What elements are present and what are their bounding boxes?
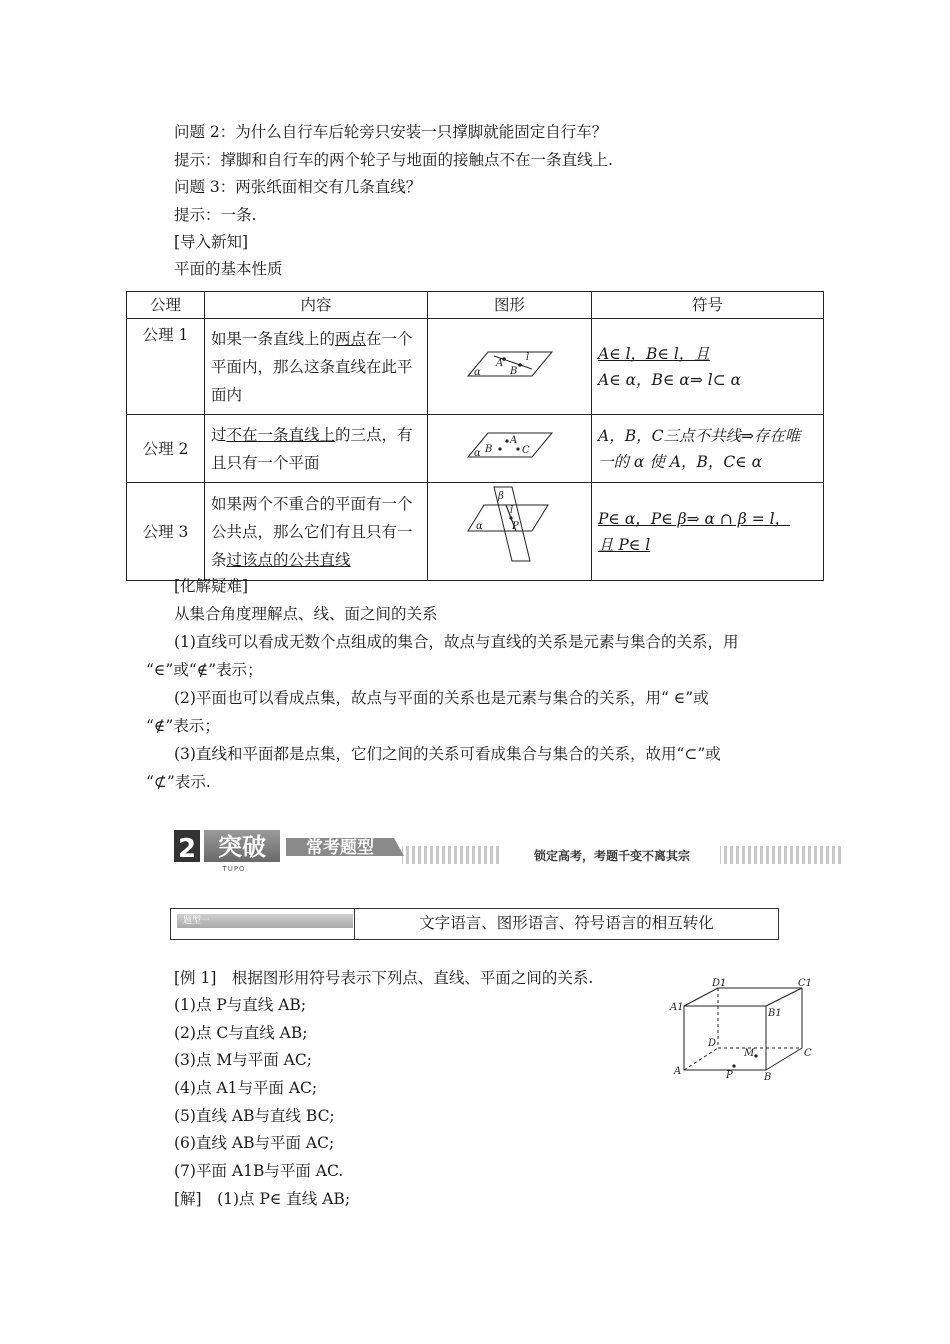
axiom-content: 如果两个不重合的平面有一个公共点，那么它们有且只有一条过该点的公共直线 (205, 483, 428, 581)
plane-line-figure (428, 319, 592, 405)
axiom-figure (428, 483, 592, 581)
axiom-name: 公理 1 (127, 319, 205, 415)
clarify-point-1-cont: “∈”或“∉”表示； (146, 661, 263, 679)
svg-text:C1: C1 (798, 978, 813, 989)
axiom-table (126, 291, 824, 581)
svg-text:D: D (708, 1038, 717, 1049)
banner-subtitle: 常考题型 (306, 838, 374, 858)
example-item-2: (2)点 C与直线 AB; (174, 1024, 308, 1042)
svg-text:A1: A1 (670, 1002, 684, 1013)
svg-text:β: β (498, 491, 504, 502)
banner-graphic (172, 826, 844, 874)
svg-text:α: α (476, 521, 483, 532)
svg-text:B: B (764, 1072, 772, 1083)
axiom-content: 如果一条直线上的两点在一个平面内，那么这条直线在此平面内 (205, 319, 428, 415)
svg-text:B1: B1 (768, 1008, 782, 1019)
axiom-figure (428, 319, 592, 415)
example-item-5: (5)直线 AB与直线 BC; (174, 1107, 335, 1125)
svg-text:D1: D1 (712, 978, 727, 989)
svg-text:P: P (726, 1070, 733, 1081)
svg-text:B: B (485, 444, 493, 455)
example-item-7: (7)平面 A1B与平面 AC. (174, 1162, 344, 1180)
topic-tag: 题型一 (177, 914, 353, 928)
axiom-figure (428, 415, 592, 483)
axiom-content: 过不在一条直线上的三点，有且只有一个平面 (205, 415, 428, 483)
section-label-new-knowledge: [导入新知] (174, 233, 249, 251)
table-title: 平面的基本性质 (174, 260, 283, 278)
banner-title: 突破 (218, 833, 266, 861)
example-item-4: (4)点 A1与平面 AC; (174, 1079, 318, 1097)
svg-text:l: l (510, 505, 514, 516)
table-row (127, 415, 824, 483)
example-prompt: [例 1] 根据图形用符号表示下列点、直线、平面之间的关系. (174, 969, 594, 987)
axiom-symbol: A，B，C三点不共线⇒存在唯 一的 α 使 A，B，C∈ α (592, 415, 824, 483)
clarify-point-3: (3)直线和平面都是点集，它们之间的关系可看成集合与集合的关系，故用“⊂”或 (174, 745, 721, 763)
axiom-symbol: A∈ l，B∈ l，且 A∈ α，B∈ α⇒ l⊂ α (592, 319, 824, 415)
clarify-heading: 从集合角度理解点、线、面之间的关系 (174, 605, 438, 623)
svg-text:A: A (496, 358, 504, 369)
svg-text:α: α (474, 448, 481, 459)
header-axiom: 公理 (127, 292, 205, 319)
axiom-name: 公理 3 (127, 483, 205, 581)
hint-2: 提示：撑脚和自行车的两个轮子与地面的接触点不在一条直线上. (174, 151, 613, 169)
banner-pinyin: TUPO (222, 865, 246, 873)
section-label-clarify: [化解疑难] (174, 577, 249, 595)
header-figure: 图形 (428, 292, 592, 319)
clarify-point-1: (1)直线可以看成无数个点组成的集合，故点与直线的关系是元素与集合的关系，用 (174, 633, 739, 651)
axiom-symbol: P∈ α，P∈ β⇒ α ∩ β = l， 且 P∈ l (592, 483, 824, 581)
svg-text:α: α (474, 367, 481, 378)
table-row (127, 319, 824, 415)
axiom-name: 公理 2 (127, 415, 205, 483)
question-3: 问题 3：两张纸面相交有几条直线？ (174, 178, 422, 196)
svg-text:A: A (510, 435, 518, 446)
section-banner (172, 826, 844, 874)
svg-text:P: P (512, 521, 519, 532)
table-row (127, 483, 824, 581)
svg-text:C: C (804, 1048, 812, 1059)
hint-3: 提示：一条. (174, 206, 257, 224)
table-header-row (127, 292, 824, 319)
banner-number: 2 (177, 834, 197, 864)
svg-text:l: l (526, 352, 530, 363)
intersecting-planes-figure (428, 483, 592, 571)
clarify-point-3-cont: “⊄”表示. (146, 773, 211, 791)
header-content: 内容 (205, 292, 428, 319)
header-symbol: 符号 (592, 292, 824, 319)
svg-text:M: M (744, 1048, 755, 1059)
example-item-6: (6)直线 AB与平面 AC; (174, 1134, 335, 1152)
cube-figure (668, 976, 818, 1086)
svg-text:B: B (510, 366, 518, 377)
clarify-point-2: (2)平面也可以看成点集，故点与平面的关系也是元素与集合的关系，用“ ∈”或 (174, 689, 709, 707)
banner-slogan: 锁定高考，考题千变不离其宗 (533, 849, 691, 863)
question-2: 问题 2：为什么自行车后轮旁只安装一只撑脚就能固定自行车？ (174, 123, 608, 141)
solution-line: [解] (1)点 P∈ 直线 AB; (174, 1190, 351, 1208)
example-item-1: (1)点 P与直线 AB; (174, 996, 307, 1014)
clarify-point-2-cont: “∉”表示； (146, 717, 220, 735)
svg-text:C: C (522, 445, 530, 456)
example-item-3: (3)点 M与平面 AC; (174, 1051, 312, 1069)
svg-text:A: A (674, 1066, 682, 1077)
topic-title: 文字语言、图形语言、符号语言的相互转化 (419, 914, 714, 932)
topic-box (170, 908, 779, 940)
plane-three-points-figure (428, 415, 592, 473)
